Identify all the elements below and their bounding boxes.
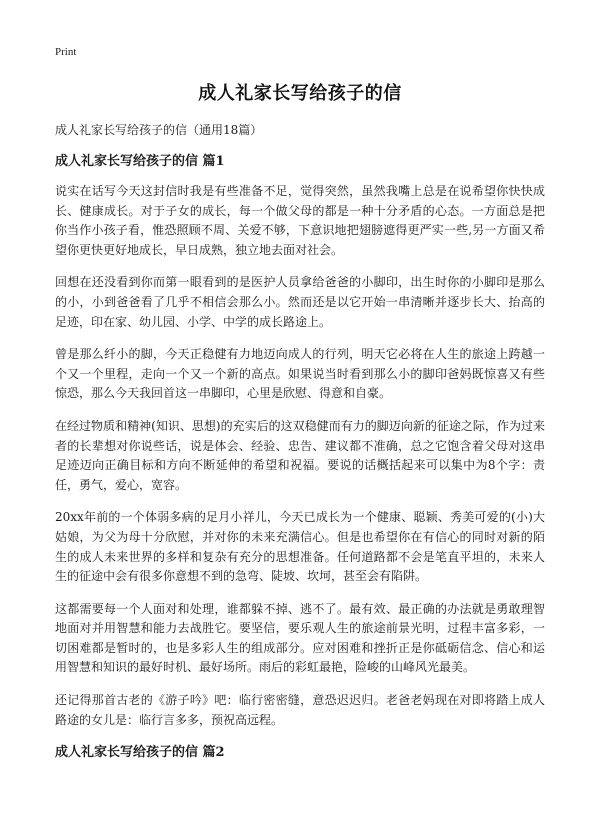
section-heading-2: 成人礼家长写给孩子的信 篇2 xyxy=(55,745,225,761)
paragraph: 还记得那首古老的《游子吟》吧：临行密密缝，意恐迟迟归。老爸老妈现在对即将踏上成人路途的女儿是：临行言多多，预祝高远程。 xyxy=(55,693,545,727)
print-link[interactable]: Print xyxy=(55,46,77,58)
paragraph: 20xx年前的一个体弱多病的足月小祥儿，今天已成长为一个健康、聪颖、秀美可爱的(小)大姑娘，为父为母十分欣慰，并对你的未来充满信心。但是也希望你在有信心的同时对新的陌生的成人未来世界的多样和复杂有充分的思想准备。任何道路都不会是笔直平坦的，未来人生的征途中会有很多你意想不到的急弯、陡坡、坎坷，甚至会有陷阱。 xyxy=(55,510,545,584)
section-heading-1: 成人礼家长写给孩子的信 篇1 xyxy=(55,154,225,169)
paragraph: 曾是那么纤小的脚，今天正稳健有力地迈向成人的行列，明天它必将在人生的旅途上跨越一个又一个里程，走向一个又一个新的高点。如果说当时看到那么小的脚印爸妈既惊喜又有些惊恐，那么今天我回首这一串脚印，心里是欣慰、得意和自豪。 xyxy=(55,347,545,401)
paragraph: 这都需要每一个人面对和处理，谁都躲不掉、逃不了。最有效、最正确的办法就是勇敢理智地面对并用智慧和能力去战胜它。要坚信，要乐观人生的旅途前景光明，过程丰富多彩，一切困难都是暂时的，也是多彩人生的组成部分。应对困难和挫折正是你砥砺信念、信心和运用智慧和知识的最好时机、最好场所。雨后的彩虹最艳，险峻的山峰风光最美。 xyxy=(55,601,545,675)
paragraph: 在经过物质和精神(知识、思想)的充实后的这双稳健而有力的脚迈向新的征途之际，作为过来者的长辈想对你说些话，说是体会、经验、忠告、建议都不准确，总之它饱含着父母对这串足迹迈向正确目标和方向不断延伸的希望和祝福。要说的话概括起来可以集中为8个字：责任，勇气，爱心，宽容。 xyxy=(55,418,545,492)
document-title: 成人礼家长写给孩子的信 xyxy=(198,83,402,104)
document-body xyxy=(55,120,545,773)
paragraph: 说实在话写今天这封信时我是有些准备不足，觉得突然，虽然我嘴上总是在说希望你快快成长、健康成长。对于子女的成长，每一个做父母的都是一种十分矛盾的心态。一方面总是把你当作小孩子看，惟恐照顾不周、关爱不够，下意识地把翅膀遮得更严实一些,另一方面又希望你更快更好地成长，早日成熟，独立地去面对社会。 xyxy=(55,184,545,257)
paragraph: 回想在还没看到你而第一眼看到的是医护人员拿给爸爸的小脚印，出生时你的小脚印是那么的小，小到爸爸看了几乎不相信会那么小。然而还是以它开始一串清晰并逐步长大、抬高的足迹，印在家、幼儿园、小学、中学的成长路途上。 xyxy=(55,275,545,329)
document-subtitle: 成人礼家长写给孩子的信（通用18篇） xyxy=(55,123,263,137)
